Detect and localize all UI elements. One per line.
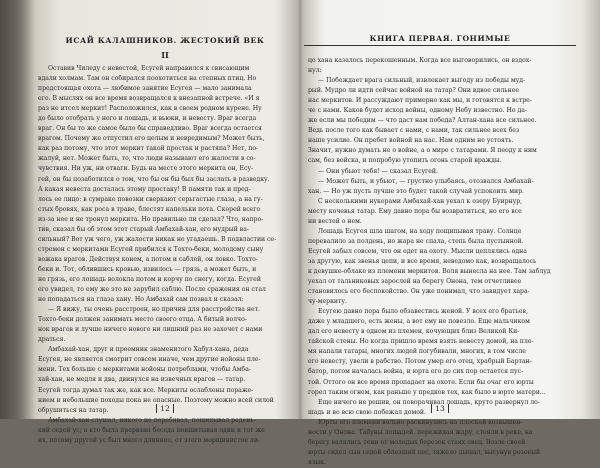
text-line: язык. bbox=[308, 458, 326, 466]
text-line: кий седой ус; а кто была прервана беседа поишитывая один и тот же bbox=[38, 426, 265, 434]
text-line: даже у младшего, есть жены, а вот ему не повезло. Еще мальчиком bbox=[308, 318, 530, 326]
text-line: месту кочевья татар. Ему давно пора бы возвратиться, но его все bbox=[308, 207, 522, 215]
text-line: батор, потом началась война, и юрта его до сих пор остается пус- bbox=[308, 368, 524, 376]
text-line: врагом. Почему же отпустил его целым и невредимым? Может быть, bbox=[38, 135, 265, 143]
text-line: не грязь, его лошадь волокла потом и корчу по снегу, когда. Есугей bbox=[38, 275, 261, 283]
text-line: дал его невесту в одном из племен, кочующих близ Великой Ки- bbox=[308, 328, 520, 336]
text-line: Юрты его племени вольно раскинулись на плоской возвышен- bbox=[318, 418, 523, 426]
text-line: из-за нее и не тронул меркита. Но правильно ли сделал? Что, напро- bbox=[38, 215, 264, 223]
left-body-text bbox=[38, 64, 296, 446]
text-line: той. Оттого он все время пропадает на охоте. Если бы очаг его юрты bbox=[308, 378, 534, 386]
text-line: горел таким огнем, как раньше у предков тех, как было в юрте матери... bbox=[308, 388, 546, 396]
text-line: предстоящая охота — любимое занятие Есугея — мало занимала bbox=[38, 85, 252, 93]
text-line: же если мы победим — что даст нам победа? Алтан-хана все сильнее. bbox=[308, 117, 537, 125]
text-line: — Побеждает врага сильный, извлекает выгоду из победы муд- bbox=[318, 77, 526, 85]
text-line: раз не итсел меркит! Расположился, как в своем родном курене. Ну bbox=[38, 105, 262, 113]
text-line: до было отобрать у него и лошадь, и вьюки, и невесту. Враг всегда bbox=[38, 115, 257, 123]
text-line: ности у Онона. Табуны лошадей, пережидая жару, стояли в реке, на bbox=[308, 428, 533, 436]
text-line: Значит, нужно думать не о войне, а о мире с татарами. Я пеоду к ним bbox=[308, 147, 537, 155]
text-line: Есугея, не является смотрит совсем иначе, чем другие нойоны пле- bbox=[38, 356, 261, 364]
text-line: А какая невеста досталась этому простаку! В памяти так и пред- bbox=[38, 185, 251, 193]
text-line: его увидел, то ему же это не зарубил саблю. После сражения он стал bbox=[38, 286, 266, 294]
text-line: перевалило за полдень, но жара не спала, степь была пустынной. bbox=[308, 237, 524, 245]
text-line: чувствия. Ни уж, ни отваги. Будь на месте этого меркита он, Есу- bbox=[38, 165, 254, 173]
text-line: Еще ничего не решив, он поворачивал лошадь, круто развернул ло- bbox=[318, 398, 540, 406]
text-line: хан. — Но уж пусть лучше это будет такой случай успокоить мир. bbox=[308, 187, 524, 195]
text-line: становилось его беспокойство. Он уже понимал, что завидует хара- bbox=[308, 288, 530, 296]
text-line: как раз потому, что этот меркит такой простак и растяпа? Нет, по- bbox=[38, 145, 259, 153]
text-line: стремен с меркитами Есугей прибился к Тохто-беки, молодому сыну bbox=[38, 245, 264, 253]
text-line: не попадаться на глаза хану. Но Амбахай сам позвал и сказал: bbox=[38, 296, 244, 304]
section-number: II bbox=[161, 50, 169, 60]
right-page bbox=[304, 0, 576, 466]
text-line: его невесту, увели в рабство. Потом умер его отец, храбрый Бартан- bbox=[308, 358, 532, 366]
text-line: мени. Тех больше с меркитами нойоны потреблами, чтобы Амба- bbox=[38, 366, 251, 374]
text-line: жалуй, нет. Может быть, то, что люди называют его жалости в со- bbox=[38, 155, 256, 163]
text-line: сам, без войска, и попробую утопить огонь старой вражды. bbox=[308, 157, 502, 165]
text-line: их, потому другой ус был много длиннее, от этого морщинистое ли- bbox=[38, 436, 260, 444]
text-line: С несколькими нукерами Амбахай-хан уехал к озеру Буирнур, bbox=[318, 197, 523, 205]
running-head-right: КНИГА ПЕРВАЯ. ГОНИМЫЕ bbox=[304, 34, 576, 46]
text-line: вожака врагов. Действуя конем, а потом и саблей, он ловко. Тохто- bbox=[38, 255, 258, 263]
folio-left-value: 12 bbox=[156, 404, 174, 413]
text-line: Тохто-беки должен занимать место своего отца. А битый волчо- bbox=[38, 316, 247, 324]
page-number-left bbox=[34, 404, 296, 413]
page-edge-shadow bbox=[0, 0, 34, 419]
text-line: — Может быть, и убьют, — грустно улыбаясь, отозвался Амбахай- bbox=[318, 177, 534, 185]
text-line: берегу валялись тени от молодых березок стаях овец. Возле своей bbox=[308, 438, 526, 446]
text-line: ни вестей о нем. bbox=[308, 217, 362, 225]
text-line: — Я вижу, ты очень расстроен, но причин для расстройства нет. bbox=[48, 306, 260, 314]
text-line: стых бровях, как роса в траве, блестят капельки пота. Скорей всего bbox=[38, 205, 261, 213]
text-line: Есугей забыл совсем, что он едет на охоту. Мысли цеплялись одна bbox=[308, 247, 527, 255]
text-line: рый. Мудро ли идти сейчас войной на татар? Они вдвое сильнее bbox=[308, 87, 519, 95]
text-line: чу-меркиту. bbox=[308, 298, 347, 306]
text-line: его. В мыслях он все время возвращался к внезапной встрече. «И я bbox=[38, 95, 260, 103]
text-line: Есугей тогда думал так же, как все. Меркиты ослаблены пораже- bbox=[38, 386, 254, 394]
text-line: лось ее лицо: в сумраке повозки сверкают серьгастые глаза, а на гу- bbox=[38, 195, 263, 203]
text-line: враг. Он бы то же самое было бы справедливо. Враг всегда остается bbox=[38, 125, 262, 133]
text-line: наше усилие. Он пребет войной на нас. Нам одним не устоять. bbox=[308, 137, 514, 145]
text-line: юрты сидел сын седой облезший пес, тяжело дышал, высунув розовый bbox=[308, 448, 541, 456]
text-line: нул: bbox=[308, 67, 322, 75]
text-line: нием и небольшие походы пока не опасные. Поэтому можно всей силой bbox=[38, 396, 274, 404]
text-line: Ведь после того как бывает с нами, с нами, так сильнее всех без bbox=[308, 127, 520, 135]
folio-right-value: 13 bbox=[431, 404, 449, 413]
page-number-right bbox=[304, 404, 576, 413]
text-line: нас меркитов. И рассуждают примерно как мы, и готовятся к встре- bbox=[308, 97, 532, 105]
text-line: — Они убьют тебя! — сказал Есугей. bbox=[318, 167, 438, 175]
text-line: беки и. Тот, облившись кровью, извилось — грязь, а может быть, и bbox=[38, 265, 257, 273]
text-line: хай-хан, не медля и два, двинулся на извечных врагов — татар. bbox=[38, 376, 246, 384]
text-line: че с нами. Каков будет исход войны, одному Небу известно. Но да- bbox=[308, 107, 527, 115]
text-line: Оставив Чиледу с невестой, Есугей направился к свисающим bbox=[48, 65, 250, 72]
left-page bbox=[34, 0, 296, 444]
text-line: Есугею давно пора было обзавестись женой. У всех его братьев, bbox=[318, 308, 528, 316]
text-line: обрушиться на татар. bbox=[38, 406, 109, 414]
text-line: гей, он бы позаботился о том, что бы он бы был бы заслать в разведку. bbox=[38, 175, 270, 183]
text-line: шадь и во всю свою побежал домой. bbox=[308, 408, 426, 416]
text-line: Амбахай-хан слушал, никого не перебивал, пощипывал редень- bbox=[48, 416, 256, 424]
text-line: за другую, как звенья цепи, и все время, неведомо как, возвращалось bbox=[308, 257, 537, 265]
text-line: тайской стены. Но когда пришло время взять невесту домой, на пле- bbox=[308, 338, 534, 346]
text-line: уехал от тальниковых зарослей на берегу Онона, тем отчетливее bbox=[308, 278, 522, 286]
text-line: Амбахай-хан, друг и преемник знаменитого Хабул-хана, деда bbox=[48, 346, 249, 354]
text-line: сильный? Вот уж чего, уж жалости никак не угадаешь. В подвластии се- bbox=[38, 235, 277, 243]
text-line: мя напали татары, многих людей погубивали, многих, в том числе bbox=[308, 348, 526, 356]
text-line: к девушке-облаке из племени меркитов. Воля вынесла на нее. Там заблуд bbox=[308, 267, 551, 275]
text-line: вдали холмам. Там он собирался поохотиться на степных птиц. Но bbox=[38, 75, 257, 83]
text-line: нок врагов и лучше ничего нового ни лишний раз не захочет с нами bbox=[38, 326, 263, 334]
text-line: драться. bbox=[38, 336, 66, 344]
running-head-left: ИСАЙ КАЛАШНИКОВ. ЖЕСТОКИЙ ВЕК bbox=[65, 36, 265, 45]
text-line: Лошадь Есугея шла шагом, на ходу пощипывая траву. Солнце bbox=[318, 227, 522, 235]
text-line: тив, сказал бы об этом этот старый Амбахай-хан, его мудрый ва- bbox=[38, 225, 249, 233]
text-line: цо хана казалось перекошенным. Когда все выговорились, он вздох- bbox=[308, 57, 532, 64]
